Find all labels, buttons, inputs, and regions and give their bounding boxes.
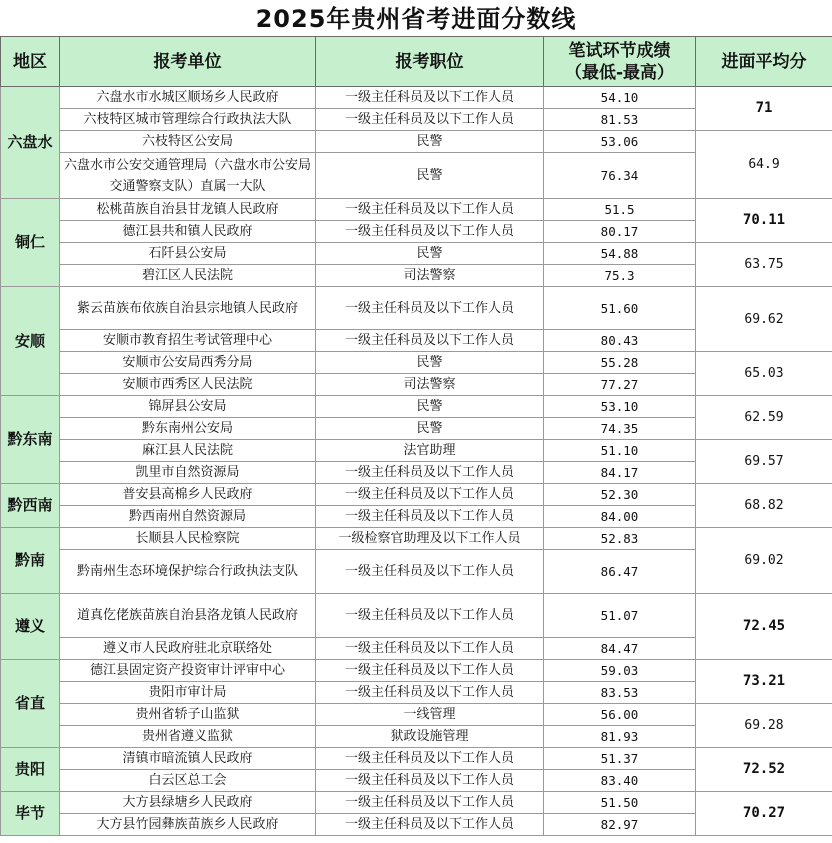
table-row xyxy=(1,704,832,726)
unit-cell: 大方县竹园彝族苗族乡人民政府 xyxy=(60,814,316,836)
position-cell: 民警 xyxy=(316,352,544,374)
position-cell: 一级主任科员及以下工作人员 xyxy=(316,770,544,792)
header-region: 地区 xyxy=(1,37,60,87)
score-cell: 56.00 xyxy=(544,704,696,726)
score-cell: 52.30 xyxy=(544,484,696,506)
score-cell: 77.27 xyxy=(544,374,696,396)
average-cell: 64.9 xyxy=(696,131,832,199)
position-cell: 一级主任科员及以下工作人员 xyxy=(316,792,544,814)
position-cell: 民警 xyxy=(316,396,544,418)
score-cell: 51.50 xyxy=(544,792,696,814)
score-cell: 80.43 xyxy=(544,330,696,352)
table-row xyxy=(1,440,832,462)
position-cell: 一级主任科员及以下工作人员 xyxy=(316,748,544,770)
table-row xyxy=(1,594,832,638)
table-row xyxy=(1,396,832,418)
table-row xyxy=(1,287,832,330)
score-cell: 51.37 xyxy=(544,748,696,770)
position-cell: 一级主任科员及以下工作人员 xyxy=(316,330,544,352)
score-cell: 53.06 xyxy=(544,131,696,153)
table-row xyxy=(1,199,832,221)
average-cell: 72.52 xyxy=(696,748,832,792)
unit-cell: 清镇市暗流镇人民政府 xyxy=(60,748,316,770)
table-row xyxy=(1,352,832,374)
average-cell: 63.75 xyxy=(696,243,832,287)
table-row xyxy=(1,484,832,506)
unit-cell: 道真仡佬族苗族自治县洛龙镇人民政府 xyxy=(60,594,316,638)
average-cell: 68.82 xyxy=(696,484,832,528)
score-cell: 51.07 xyxy=(544,594,696,638)
table-row xyxy=(1,748,832,770)
page-title: 2025年贵州省考进面分数线 xyxy=(255,5,577,33)
position-cell: 一级主任科员及以下工作人员 xyxy=(316,199,544,221)
unit-cell: 六枝特区公安局 xyxy=(60,131,316,153)
table-row xyxy=(1,131,832,153)
average-cell: 62.59 xyxy=(696,396,832,440)
score-cell: 51.60 xyxy=(544,287,696,330)
position-cell: 民警 xyxy=(316,243,544,265)
average-cell: 73.21 xyxy=(696,660,832,704)
score-cell: 75.3 xyxy=(544,265,696,287)
score-cell: 52.83 xyxy=(544,528,696,550)
unit-cell: 锦屏县公安局 xyxy=(60,396,316,418)
score-cell: 84.00 xyxy=(544,506,696,528)
region-cell: 黔东南 xyxy=(1,396,60,484)
position-cell: 一级主任科员及以下工作人员 xyxy=(316,221,544,243)
region-cell: 铜仁 xyxy=(1,199,60,287)
position-cell: 司法警察 xyxy=(316,374,544,396)
average-cell: 70.27 xyxy=(696,792,832,836)
score-cell: 53.10 xyxy=(544,396,696,418)
region-cell: 贵阳 xyxy=(1,748,60,792)
region-cell: 六盘水 xyxy=(1,87,60,199)
table-body xyxy=(1,87,832,836)
average-cell: 65.03 xyxy=(696,352,832,396)
unit-cell: 黔南州生态环境保护综合行政执法支队 xyxy=(60,550,316,594)
score-cell: 80.17 xyxy=(544,221,696,243)
position-cell: 一线管理 xyxy=(316,704,544,726)
average-cell: 71 xyxy=(696,87,832,131)
position-cell: 一级主任科员及以下工作人员 xyxy=(316,594,544,638)
average-cell: 70.11 xyxy=(696,199,832,243)
table-row xyxy=(1,243,832,265)
score-cell: 76.34 xyxy=(544,153,696,199)
unit-cell: 德江县固定资产投资审计评审中心 xyxy=(60,660,316,682)
table-row xyxy=(1,660,832,682)
position-cell: 狱政设施管理 xyxy=(316,726,544,748)
position-cell: 一级主任科员及以下工作人员 xyxy=(316,506,544,528)
unit-cell: 黔西南州自然资源局 xyxy=(60,506,316,528)
position-cell: 司法警察 xyxy=(316,265,544,287)
score-cell: 86.47 xyxy=(544,550,696,594)
unit-cell: 长顺县人民检察院 xyxy=(60,528,316,550)
score-cell: 51.5 xyxy=(544,199,696,221)
position-cell: 一级主任科员及以下工作人员 xyxy=(316,87,544,109)
score-cell: 54.88 xyxy=(544,243,696,265)
table-row xyxy=(1,87,832,109)
score-cell: 74.35 xyxy=(544,418,696,440)
position-cell: 一级主任科员及以下工作人员 xyxy=(316,109,544,131)
region-cell: 黔西南 xyxy=(1,484,60,528)
unit-cell: 安顺市公安局西秀分局 xyxy=(60,352,316,374)
header-position: 报考职位 xyxy=(316,37,544,87)
header-unit: 报考单位 xyxy=(60,37,316,87)
header-score xyxy=(544,37,696,87)
position-cell: 一级主任科员及以下工作人员 xyxy=(316,550,544,594)
table-row xyxy=(1,528,832,550)
position-cell: 民警 xyxy=(316,131,544,153)
average-cell: 69.62 xyxy=(696,287,832,352)
score-cell: 59.03 xyxy=(544,660,696,682)
region-cell: 遵义 xyxy=(1,594,60,660)
unit-cell: 石阡县公安局 xyxy=(60,243,316,265)
position-cell: 民警 xyxy=(316,153,544,199)
average-cell: 69.28 xyxy=(696,704,832,748)
position-cell: 一级主任科员及以下工作人员 xyxy=(316,484,544,506)
unit-cell: 六盘水市水城区顺场乡人民政府 xyxy=(60,87,316,109)
score-cell: 82.97 xyxy=(544,814,696,836)
unit-cell: 安顺市西秀区人民法院 xyxy=(60,374,316,396)
table-row xyxy=(1,792,832,814)
score-cell: 51.10 xyxy=(544,440,696,462)
score-cell: 81.53 xyxy=(544,109,696,131)
position-cell: 一级主任科员及以下工作人员 xyxy=(316,814,544,836)
unit-cell: 麻江县人民法院 xyxy=(60,440,316,462)
average-cell: 69.57 xyxy=(696,440,832,484)
average-cell: 69.02 xyxy=(696,528,832,594)
unit-cell: 德江县共和镇人民政府 xyxy=(60,221,316,243)
unit-cell: 普安县高棉乡人民政府 xyxy=(60,484,316,506)
position-cell: 一级主任科员及以下工作人员 xyxy=(316,287,544,330)
score-table xyxy=(0,36,832,836)
score-cell: 83.40 xyxy=(544,770,696,792)
position-cell: 一级主任科员及以下工作人员 xyxy=(316,660,544,682)
position-cell: 民警 xyxy=(316,418,544,440)
average-cell: 72.45 xyxy=(696,594,832,660)
unit-cell: 紫云苗族布依族自治县宗地镇人民政府 xyxy=(60,287,316,330)
unit-cell: 松桃苗族自治县甘龙镇人民政府 xyxy=(60,199,316,221)
header-score-line2: （最低-最高） xyxy=(564,62,675,83)
score-cell: 54.10 xyxy=(544,87,696,109)
score-cell: 84.47 xyxy=(544,638,696,660)
score-cell: 84.17 xyxy=(544,462,696,484)
position-cell: 一级检察官助理及以下工作人员 xyxy=(316,528,544,550)
score-cell: 81.93 xyxy=(544,726,696,748)
unit-cell: 碧江区人民法院 xyxy=(60,265,316,287)
unit-cell: 白云区总工会 xyxy=(60,770,316,792)
position-cell: 一级主任科员及以下工作人员 xyxy=(316,638,544,660)
unit-cell: 贵阳市审计局 xyxy=(60,682,316,704)
region-cell: 毕节 xyxy=(1,792,60,836)
unit-cell: 凯里市自然资源局 xyxy=(60,462,316,484)
unit-cell: 贵州省轿子山监狱 xyxy=(60,704,316,726)
header-row xyxy=(1,37,832,87)
unit-cell: 六枝特区城市管理综合行政执法大队 xyxy=(60,109,316,131)
position-cell: 法官助理 xyxy=(316,440,544,462)
unit-cell: 黔东南州公安局 xyxy=(60,418,316,440)
header-avg: 进面平均分 xyxy=(696,37,832,87)
unit-cell: 安顺市教育招生考试管理中心 xyxy=(60,330,316,352)
region-cell: 安顺 xyxy=(1,287,60,396)
unit-cell: 大方县绿塘乡人民政府 xyxy=(60,792,316,814)
header-score-line1: 笔试环节成绩 xyxy=(568,40,671,61)
region-cell: 黔南 xyxy=(1,528,60,594)
position-cell: 一级主任科员及以下工作人员 xyxy=(316,682,544,704)
unit-cell: 贵州省遵义监狱 xyxy=(60,726,316,748)
score-cell: 55.28 xyxy=(544,352,696,374)
region-cell: 省直 xyxy=(1,660,60,748)
position-cell: 一级主任科员及以下工作人员 xyxy=(316,462,544,484)
unit-cell: 遵义市人民政府驻北京联络处 xyxy=(60,638,316,660)
score-cell: 83.53 xyxy=(544,682,696,704)
unit-cell: 六盘水市公安交通管理局（六盘水市公安局交通警察支队）直属一大队 xyxy=(60,153,316,199)
